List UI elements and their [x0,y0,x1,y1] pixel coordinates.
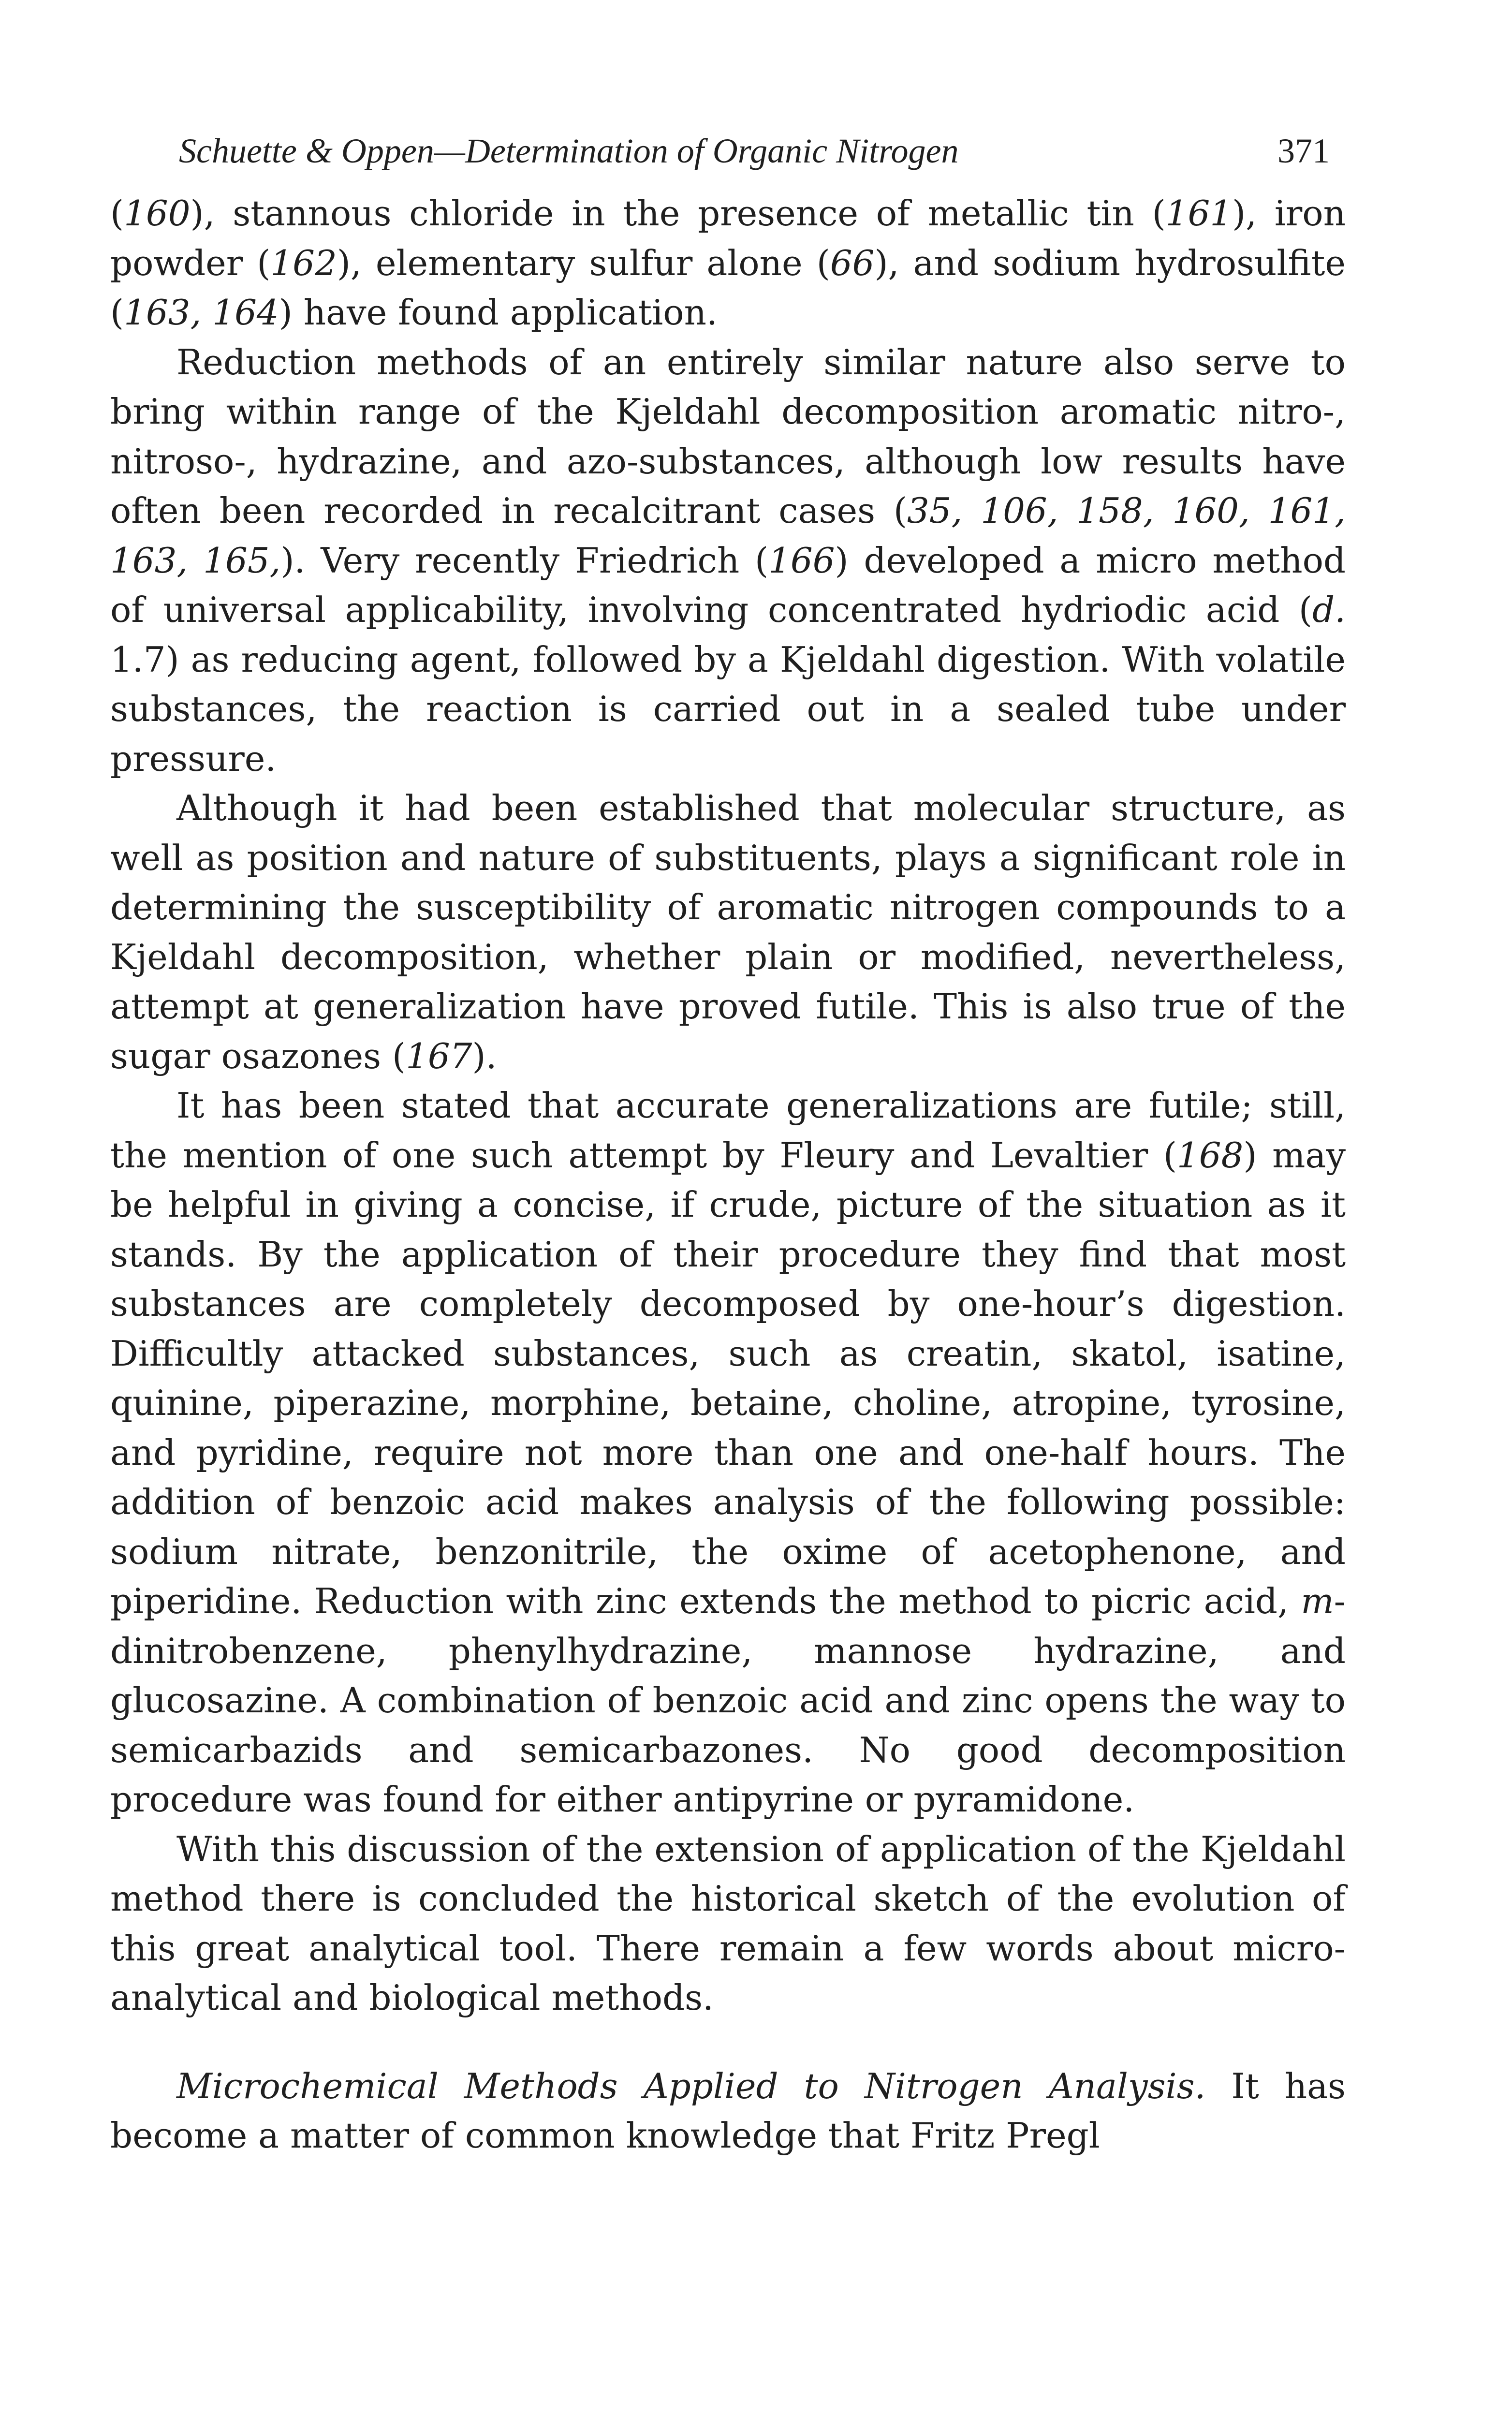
text-run: With this discussion of the extension of application of the Kjeldahl method there is concluded the historical sketch of the evolution of this great analytical tool. There remain a few words about micro-analytical and biological methods. [110,1828,1346,2018]
section-title: Microchemical Methods Applied to Nitrogen Analysis. [176,2065,1206,2106]
text-run: 1.7) as reducing agent, followed by a Kjeldahl digestion. With volatile substances, the reaction is carried out in a sealed tube under pressure. [110,639,1346,779]
section-paragraph [110,2061,1346,2161]
text-run: ( [110,193,124,234]
citation-ref: 163, 164 [124,292,279,333]
text-run: ), and sodium hydrosulfite ( [110,242,1346,333]
text-run: Reduction methods of an entirely similar nature also serve to bring within range of the Kjeldahl decomposition aromatic nitro-, nitroso-, hydrazine, and azo-substances, although low results have often been recorded in recalcitrant cases ( [110,341,1346,531]
citation-ref: 162 [270,242,337,283]
citation-ref: 160 [124,193,191,234]
running-head [179,127,1330,175]
paragraph [110,338,1346,784]
page-number: 371 [1277,132,1330,170]
text-run: It has been stated that accurate generalizations are futile; still, the mention of one such attempt by Fleury and Levaltier ( [110,1085,1346,1176]
text-run: ). Very recently Friedrich ( [280,540,769,581]
citation-ref: m [1301,1581,1334,1621]
text-run: Although it had been established that molecular structure, as well as position and nature of substituents, plays a significant role in determining the susceptibility of aromatic nitrogen compounds to a Kjeldahl decomposition, whether plain or modified, nevertheless, attempt at generalization have proved futile. This is also true of the sugar osazones ( [110,788,1346,1076]
citation-ref: 66 [830,242,875,283]
paragraph [110,783,1346,1081]
running-head-title: Schuette & Oppen—Determination of Organic Nitrogen [179,132,959,170]
citation-ref: 35, 106, 158, 160, 161, 163, 165, [110,490,1346,581]
text-run: ), iron powder ( [110,193,1346,283]
text-run: ). [472,1035,497,1076]
citation-ref: 161 [1165,193,1233,234]
page [110,127,1346,2161]
citation-ref: 167 [406,1035,472,1076]
text-run: ), elementary sulfur alone ( [337,242,830,283]
paragraph [110,189,1346,338]
text-run: It has become a matter of common knowledge that Fritz Pregl [110,2065,1346,2156]
citation-ref: 166 [768,540,835,581]
text-run: ) have found application. [279,292,718,333]
text-run: ) developed a micro method of universal applicability, involving concentrated hydriodic acid ( [110,540,1346,630]
paragraph [110,1825,1346,2023]
citation-ref: d. [1312,589,1346,630]
body-text [110,189,1346,2161]
text-run: ), stannous chloride in the presence of metallic tin ( [190,193,1166,234]
text-run: -dinitrobenzene, phenylhydrazine, mannose hydrazine, and glucosazine. A combination of benzoic acid and zinc opens the way to semicarbazids and semicarbazones. No good decomposition procedure was found for either antipyrine or pyramidone. [110,1581,1346,1820]
text-run: ) may be helpful in giving a concise, if crude, picture of the situation as it stands. By the application of their procedure they find that most substances are completely decomposed by one-hour’s digestion. Difficultly attacked substances, such as creatin, skatol, isatine, quinine, piperazine, morphine, betaine, choline, atropine, tyrosine, and pyridine, require not more than one and one-half hours. The addition of benzoic acid makes analysis of the following possible: sodium nitrate, benzonitrile, the oxime of acetophenone, and piperidine. Reduction with zinc extends the method to picric acid, [110,1134,1346,1621]
citation-ref: 168 [1176,1134,1244,1176]
paragraph [110,1081,1346,1825]
